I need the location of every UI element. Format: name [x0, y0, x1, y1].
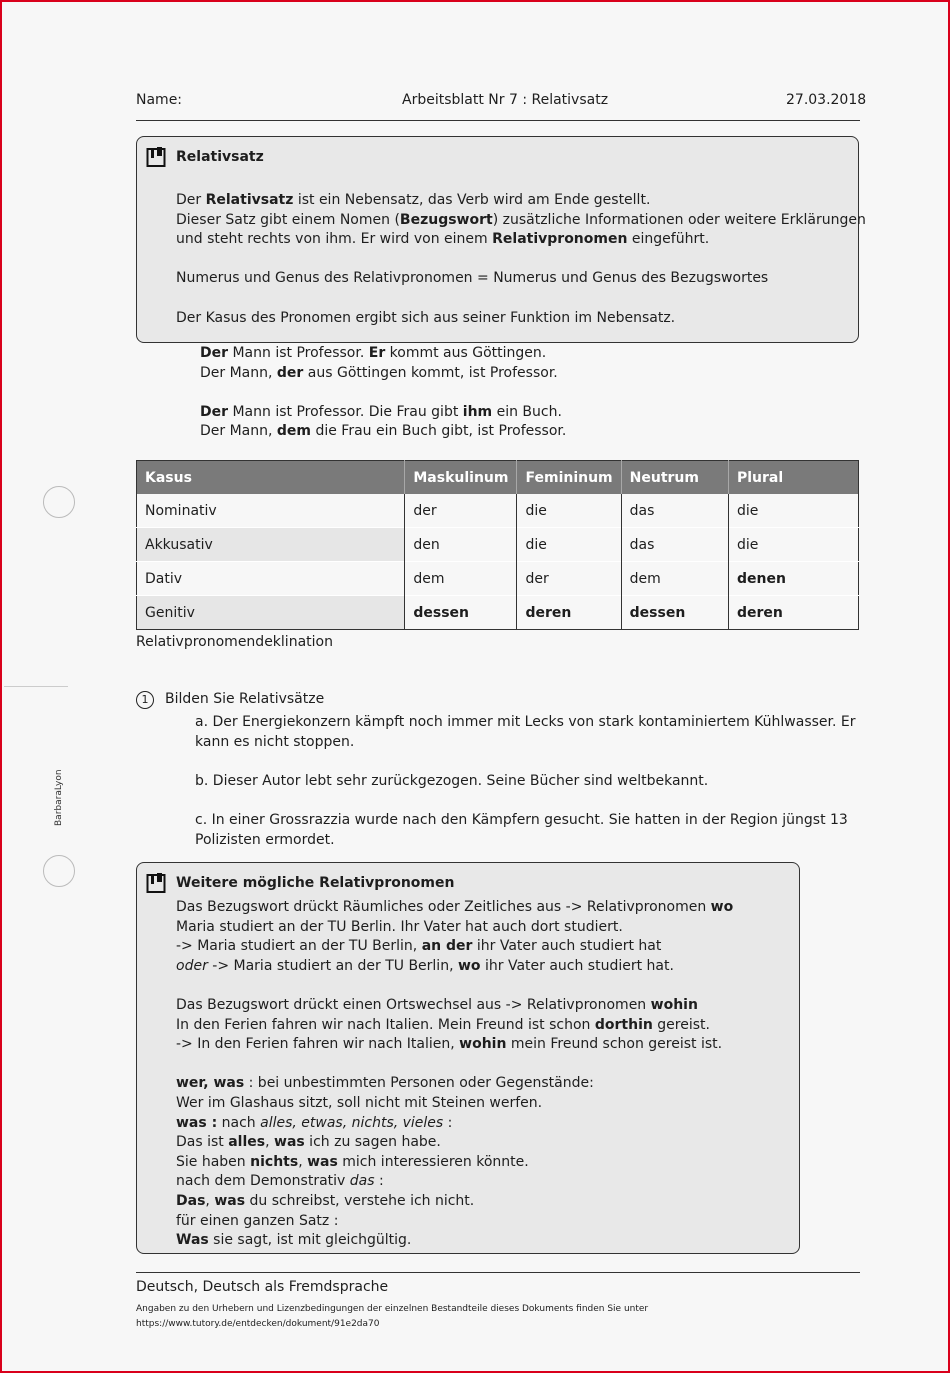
- table-row: [137, 562, 859, 596]
- table-row: [137, 528, 859, 562]
- table-header: Femininum: [517, 461, 621, 495]
- table-row: [137, 494, 859, 528]
- table-cell: das: [621, 528, 728, 562]
- table-header: Maskulinum: [405, 461, 517, 495]
- table-cell: den: [405, 528, 517, 562]
- box-title-relativsatz: Relativsatz: [176, 149, 264, 165]
- exercise-items: a. Der Energiekonzern kämpft noch immer mit Lecks von stark kontaminiertem Kühlwasser. Er kann es nicht stoppen. b. Dieser Autor lebt sehr zurückgezogen. Seine Bücher sind weltbekannt. c. In einer Grossrazzia wurde nach den Kämpfern gesucht. Sie hatten in der Region jüngst 13 Polizisten ermordet.: [195, 714, 856, 848]
- table-cell: Nominativ: [145, 502, 217, 519]
- table-header: Plural: [728, 461, 858, 495]
- author-credit: BarbaraLyon: [54, 769, 64, 826]
- table-cell: dem: [405, 562, 517, 596]
- table-cell: deren: [728, 596, 858, 630]
- table-cell: die: [728, 528, 858, 562]
- declension-table: [136, 460, 859, 630]
- table-cell: deren: [517, 596, 621, 630]
- table-cell: Genitiv: [137, 596, 405, 630]
- box-title-further-pronouns: Weitere mögliche Relativpronomen: [176, 875, 455, 891]
- table-cell: die: [517, 528, 621, 562]
- table-row: [137, 596, 859, 630]
- table-cell: die: [728, 494, 858, 528]
- table-cell: dessen: [405, 596, 517, 630]
- worksheet-date: 27.03.2018: [786, 92, 867, 108]
- header-rule: [136, 120, 860, 121]
- table-cell: denen: [728, 562, 858, 596]
- exercise-number: 1: [136, 691, 154, 709]
- table-header: Kasus: [137, 461, 405, 495]
- table-caption: Relativpronomendeklination: [136, 634, 333, 650]
- table-cell: dem: [621, 562, 728, 596]
- footer-legal: Angaben zu den Urhebern und Lizenzbedingungen der einzelnen Bestandteile dieses Dokuments finden Sie unter: [136, 1304, 649, 1314]
- table-cell: das: [621, 494, 728, 528]
- table-header-row: [137, 461, 859, 495]
- further-pronouns-text: Das Bezugswort drückt Räumliches oder Zeitliches aus -> Relativpronomen wo Maria studiert an der TU Berlin. Ihr Vater hat auch dort studiert. -> Maria studiert an der TU Berlin, an der ihr Vater auch studiert hat oder -> Maria studiert an der TU Berlin, wo ihr Vater auch studiert hat. Das Bezugswort drückt einen Ortswechsel aus -> Relativpronomen wohin In den Ferien fahren wir nach Italien. Mein Freund ist schon dorthin gereist. -> In den Ferien fahren wir nach Italien, wohin mein Freund schon gereist ist. wer, was : bei unbestimmten Personen oder Gegenstände: Wer im Glashaus sitzt, soll nicht mit Steinen werfen. was : nach alles, etwas, nichts, vieles : Das ist alles, was ich zu sagen habe. Sie haben nichts, was mich interessieren könnte. nach dem Demonstrativ das : Das, was du schreibst, verstehe ich nicht. für einen ganzen Satz : Was sie sagt, ist mit gleichgültig.: [176, 899, 734, 1249]
- name-label: Name:: [136, 92, 183, 108]
- exercise-title: Bilden Sie Relativsätze: [165, 691, 325, 707]
- table-cell: der: [517, 562, 621, 596]
- table-cell: Dativ: [137, 562, 405, 596]
- table-cell: dessen: [621, 596, 728, 630]
- footer-link[interactable]: https://www.tutory.de/entdecken/dokument/91e2da70: [136, 1319, 380, 1329]
- punch-hole: [43, 855, 75, 887]
- table-cell: der: [405, 494, 517, 528]
- punch-hole: [43, 486, 75, 518]
- footer-rule: [136, 1272, 860, 1273]
- table-cell: Akkusativ: [137, 528, 405, 562]
- table-cell: die: [517, 494, 621, 528]
- worksheet-title: Arbeitsblatt Nr 7 : Relativsatz: [402, 92, 609, 108]
- footer-subject: Deutsch, Deutsch als Fremdsprache: [136, 1279, 389, 1295]
- relativsatz-definition: Der Relativsatz ist ein Nebensatz, das Verb wird am Ende gestellt. Dieser Satz gibt einem Nomen (Bezugswort) zusätzliche Informationen oder weitere Erklärungen und steht rechts von ihm. Er wird von einem Relativpronomen eingeführt. Numerus und Genus des Relativpronomen = Numerus und Genus des Bezugswortes Der Kasus des Pronomen ergibt sich aus seiner Funktion im Nebensatz.: [176, 192, 866, 326]
- example-sentences: Der Mann ist Professor. Er kommt aus Göttingen. Der Mann, der aus Göttingen kommt, ist Professor. Der Mann ist Professor. Die Frau gibt ihm ein Buch. Der Mann, dem die Frau ein Buch gibt, ist Professor.: [200, 345, 567, 440]
- book-icon: [146, 872, 166, 894]
- fold-mark: [4, 686, 68, 687]
- table-header: Neutrum: [621, 461, 728, 495]
- book-icon: [146, 146, 166, 168]
